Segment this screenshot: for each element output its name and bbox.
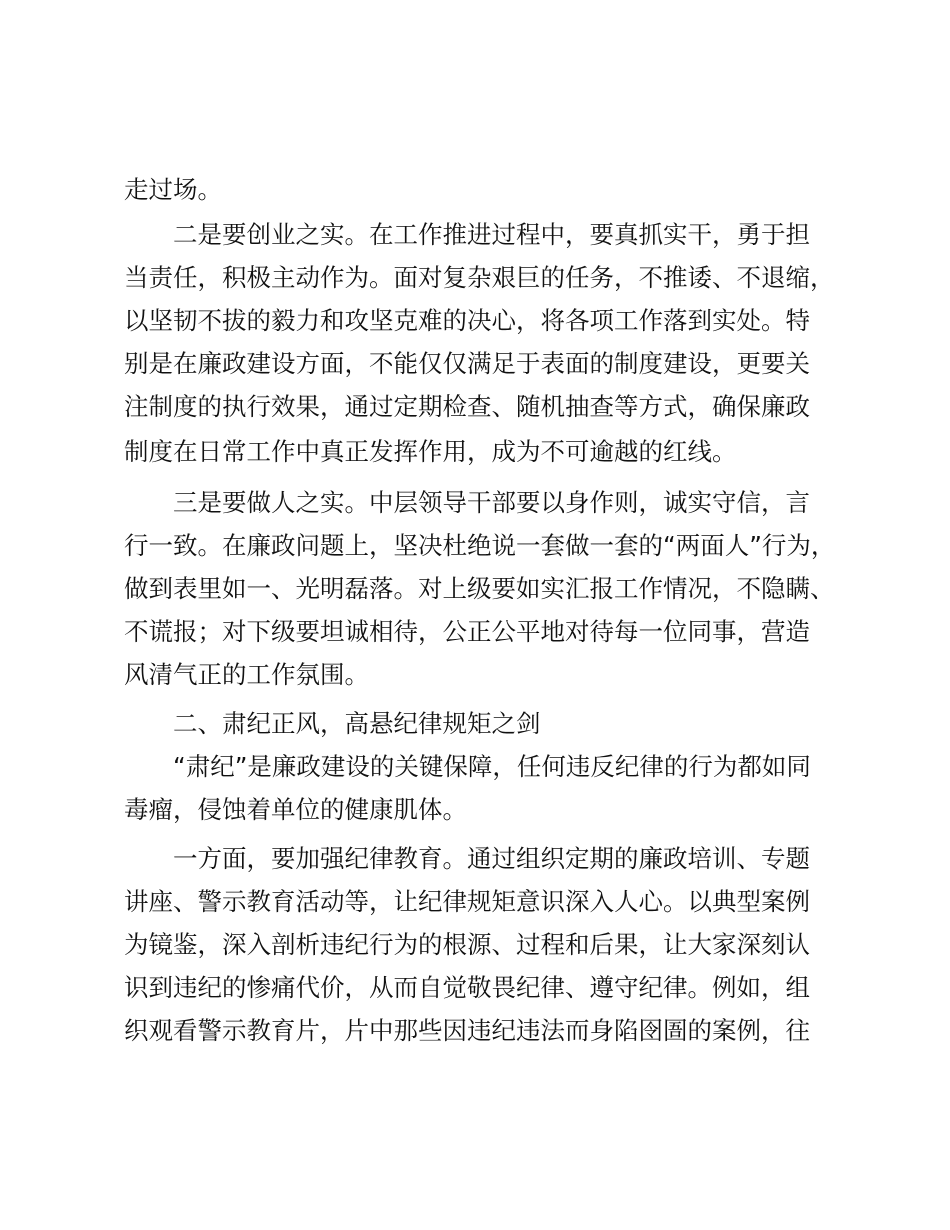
text-line: 风清气正的工作氛围。 — [124, 660, 369, 689]
text-line: 走过场。 — [124, 175, 222, 204]
text-line: 为镜鉴，深入剖析违纪行为的根源、过程和后果，让大家深刻认 — [124, 930, 810, 959]
text-line: 注制度的执行效果，通过定期检查、随机抽查等方式，确保廉政 — [124, 392, 810, 421]
paragraph-first-line: 二是要创业之实。在工作推进过程中，要真抓实干，勇于担 — [173, 220, 810, 249]
text-line: 识到违纪的惨痛代价，从而自觉敬畏纪律、遵守纪律。例如，组 — [124, 973, 810, 1002]
text-line: 当责任，积极主动作为。面对复杂艰巨的任务，不推诿、不退缩， — [124, 263, 835, 292]
text-line: 以坚韧不拔的毅力和攻坚克难的决心，将各项工作落到实处。特 — [124, 306, 810, 335]
paragraph-first-line: “肃纪”是廉政建设的关键保障，任何违反纪律的行为都如同 — [173, 752, 811, 781]
paragraph-first-line: 三是要做人之实。中层领导干部要以身作则，诚实守信，言 — [173, 488, 810, 517]
text-line: 别是在廉政建设方面，不能仅仅满足于表面的制度建设，更要关 — [124, 349, 810, 378]
text-line: 做到表里如一、光明磊落。对上级要如实汇报工作情况，不隐瞒、 — [124, 574, 835, 603]
section-heading: 二、肃纪正风，高悬纪律规矩之剑 — [173, 709, 541, 738]
text-line: 讲座、警示教育活动等，让纪律规矩意识深入人心。以典型案例 — [124, 887, 810, 916]
text-line: 不谎报；对下级要坦诚相待，公正公平地对待每一位同事，营造 — [124, 617, 810, 646]
text-line: 毒瘤，侵蚀着单位的健康肌体。 — [124, 795, 467, 824]
text-line: 行一致。在廉政问题上，坚决杜绝说一套做一套的“两面人”行为， — [124, 531, 836, 560]
paragraph-first-line: 一方面，要加强纪律教育。通过组织定期的廉政培训、专题 — [173, 844, 810, 873]
text-line: 制度在日常工作中真正发挥作用，成为不可逾越的红线。 — [124, 437, 737, 466]
text-line: 织观看警示教育片，片中那些因违纪违法而身陷囹圄的案例，往 — [124, 1016, 810, 1045]
